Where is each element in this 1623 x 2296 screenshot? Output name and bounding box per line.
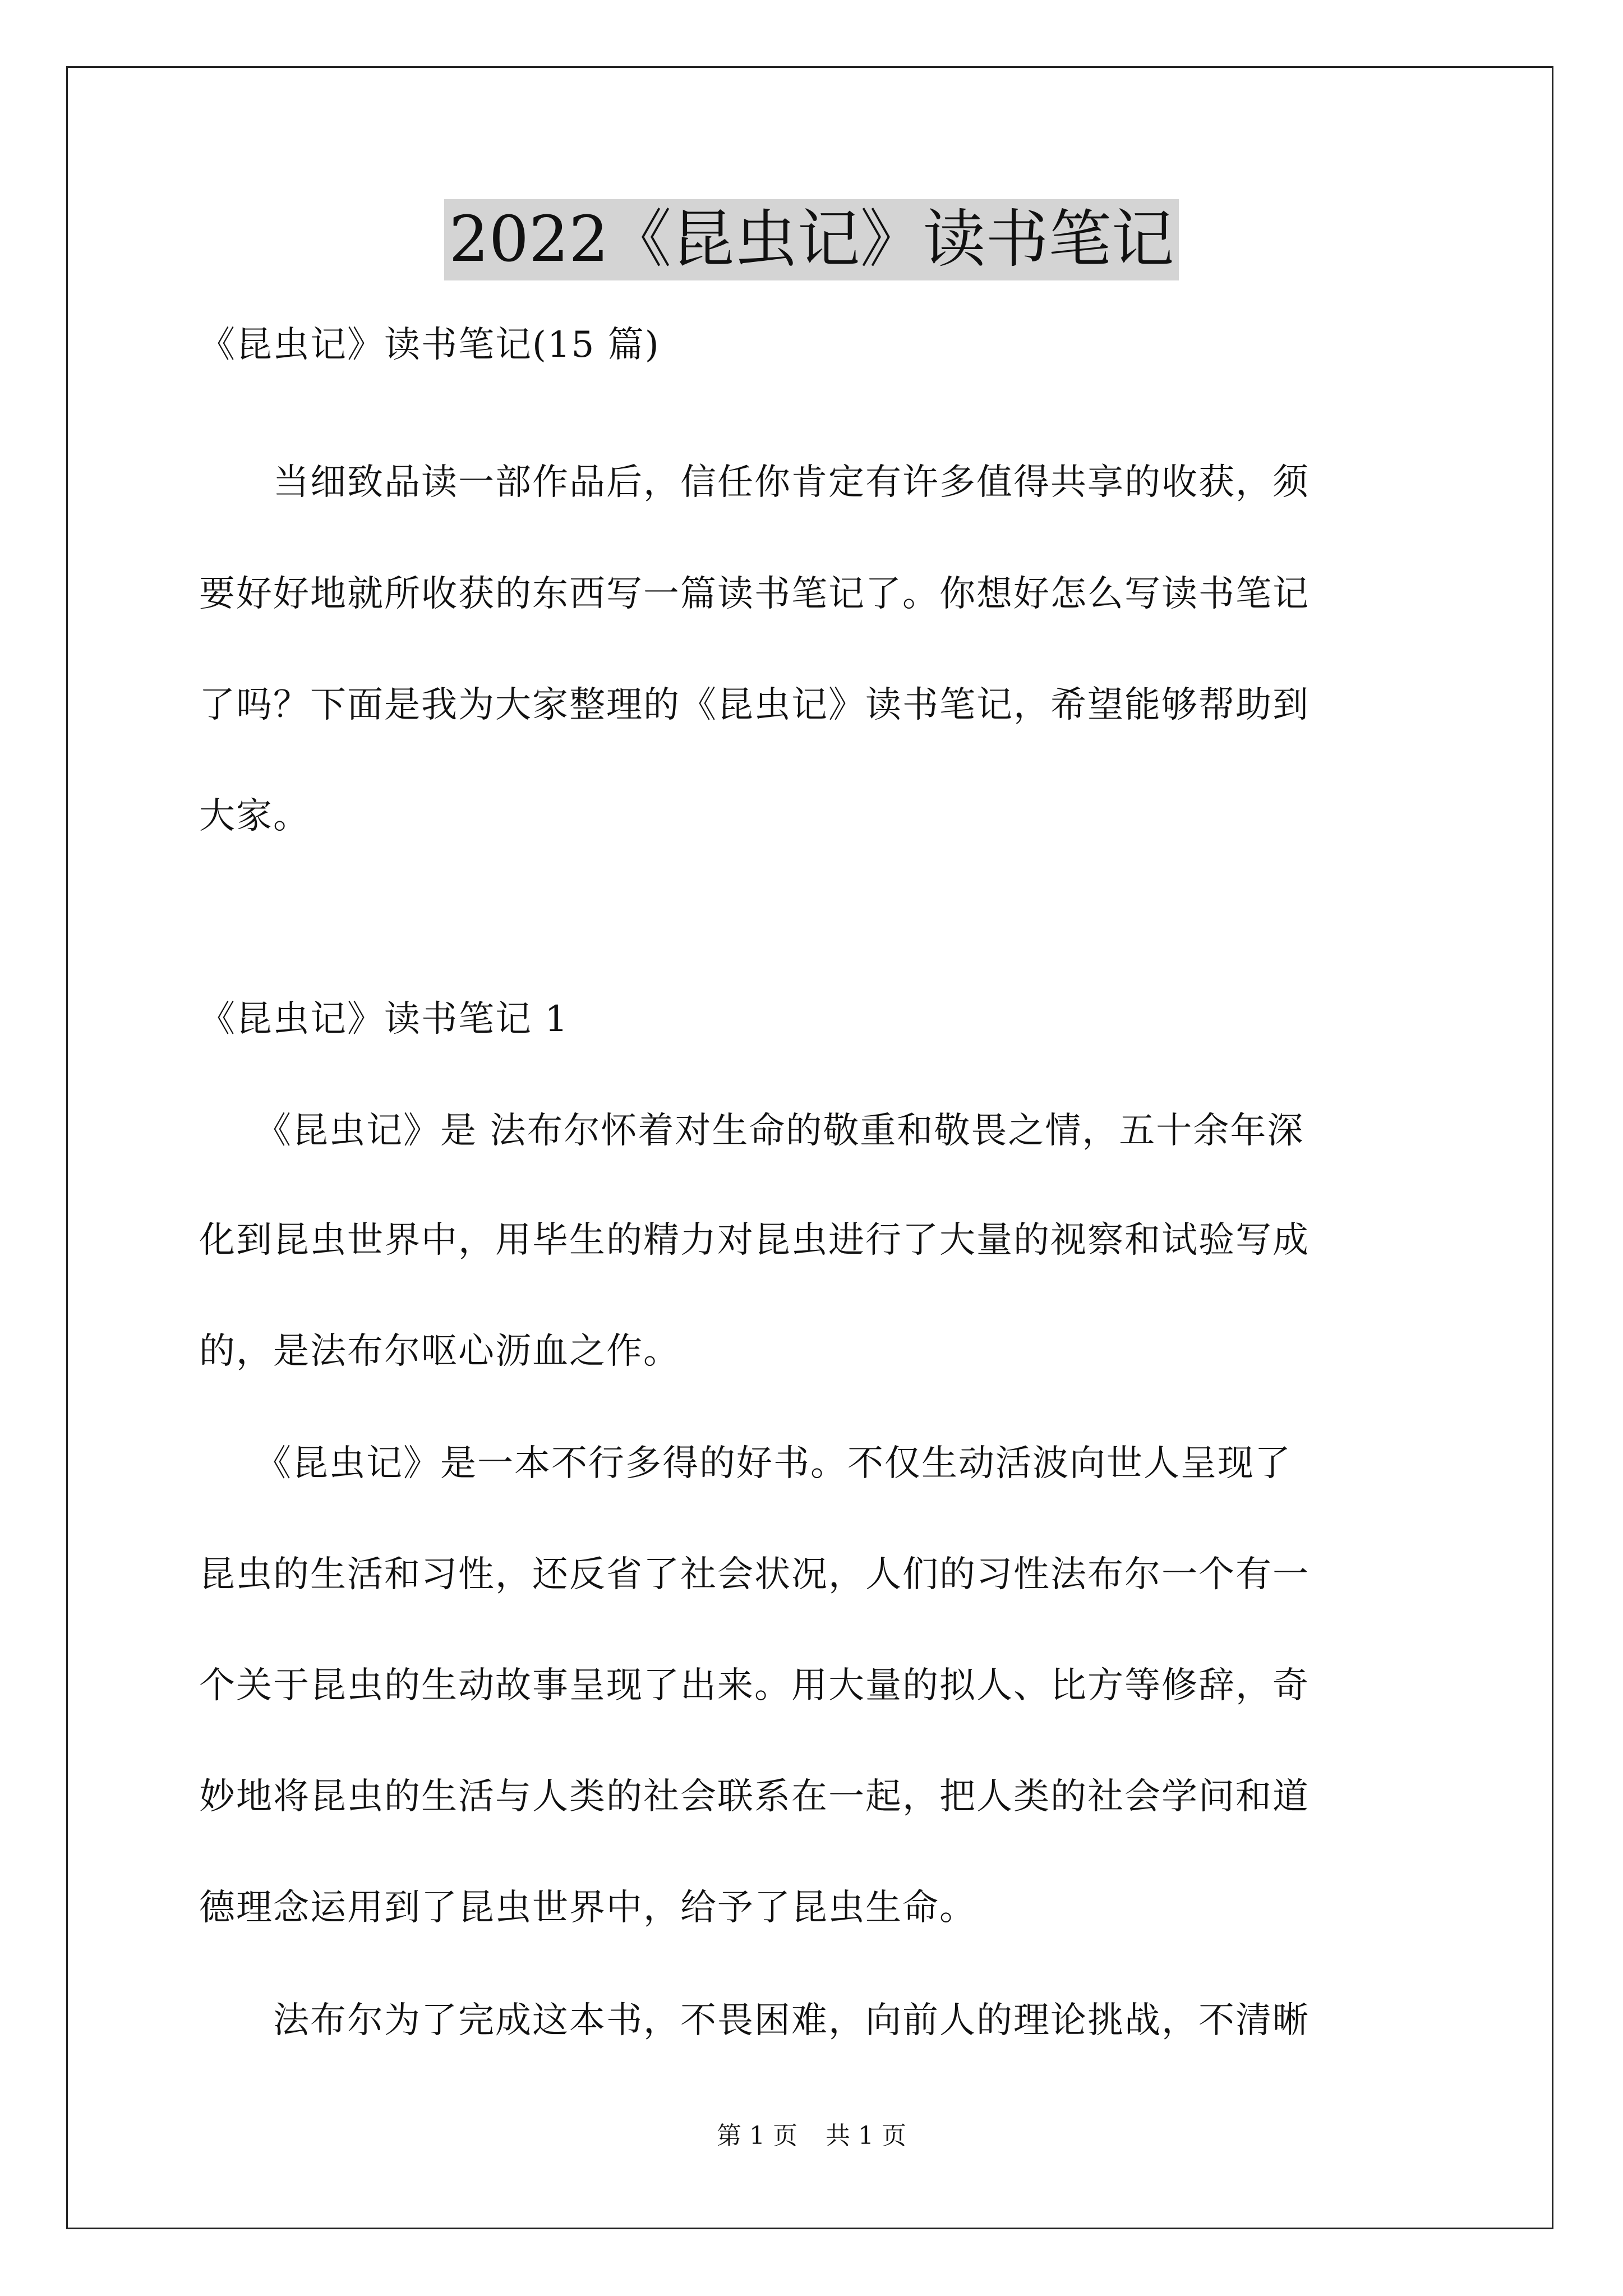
page-footer xyxy=(0,2119,1623,2153)
paragraph-line: 昆虫的生活和习性，还反省了社会状况，人们的习性法布尔一个有一 xyxy=(199,1554,1310,1595)
paragraph-line: 法布尔为了完成这本书，不畏困难，向前人的理论挑战，不清晰 xyxy=(199,2000,1310,2041)
paragraph-line: 妙地将昆虫的生活与人类的社会联系在一起，把人类的社会学问和道 xyxy=(199,1776,1310,1818)
document-title xyxy=(0,199,1623,280)
paragraph-line: 了吗？下面是我为大家整理的《昆虫记》读书笔记，希望能够帮助到 xyxy=(199,684,1310,726)
paragraph-line: 《昆虫记》是 法布尔怀着对生命的敬重和敬畏之情，五十余年深 xyxy=(199,1110,1304,1152)
paragraph-line: 德理念运用到了昆虫世界中，给予了昆虫生命。 xyxy=(199,1887,976,1929)
page-total: 共 1 页 xyxy=(826,2122,906,2150)
section-heading: 《昆虫记》读书笔记 1 xyxy=(199,999,569,1040)
paragraph-line: 的，是法布尔呕心沥血之作。 xyxy=(199,1331,680,1372)
document-title-text: 2022《昆虫记》读书笔记 xyxy=(444,199,1178,280)
paragraph-line: 化到昆虫世界中，用毕生的精力对昆虫进行了大量的视察和试验写成 xyxy=(199,1220,1310,1261)
paragraph-line: 《昆虫记》是一本不行多得的好书。不仅生动活波向世人呈现了 xyxy=(199,1443,1292,1484)
paragraph-line: 要好好地就所收获的东西写一篇读书笔记了。你想好怎么写读书笔记 xyxy=(199,573,1310,615)
paragraph-line: 个关于昆虫的生动故事呈现了出来。用大量的拟人、比方等修辞，奇 xyxy=(199,1665,1310,1706)
paragraph-line: 大家。 xyxy=(199,795,310,837)
subtitle-line: 《昆虫记》读书笔记(15 篇) xyxy=(199,324,660,366)
page-number: 第 1 页 xyxy=(717,2122,797,2150)
paragraph-line: 当细致品读一部作品后，信任你肯定有许多值得共享的收获，须 xyxy=(199,462,1310,503)
